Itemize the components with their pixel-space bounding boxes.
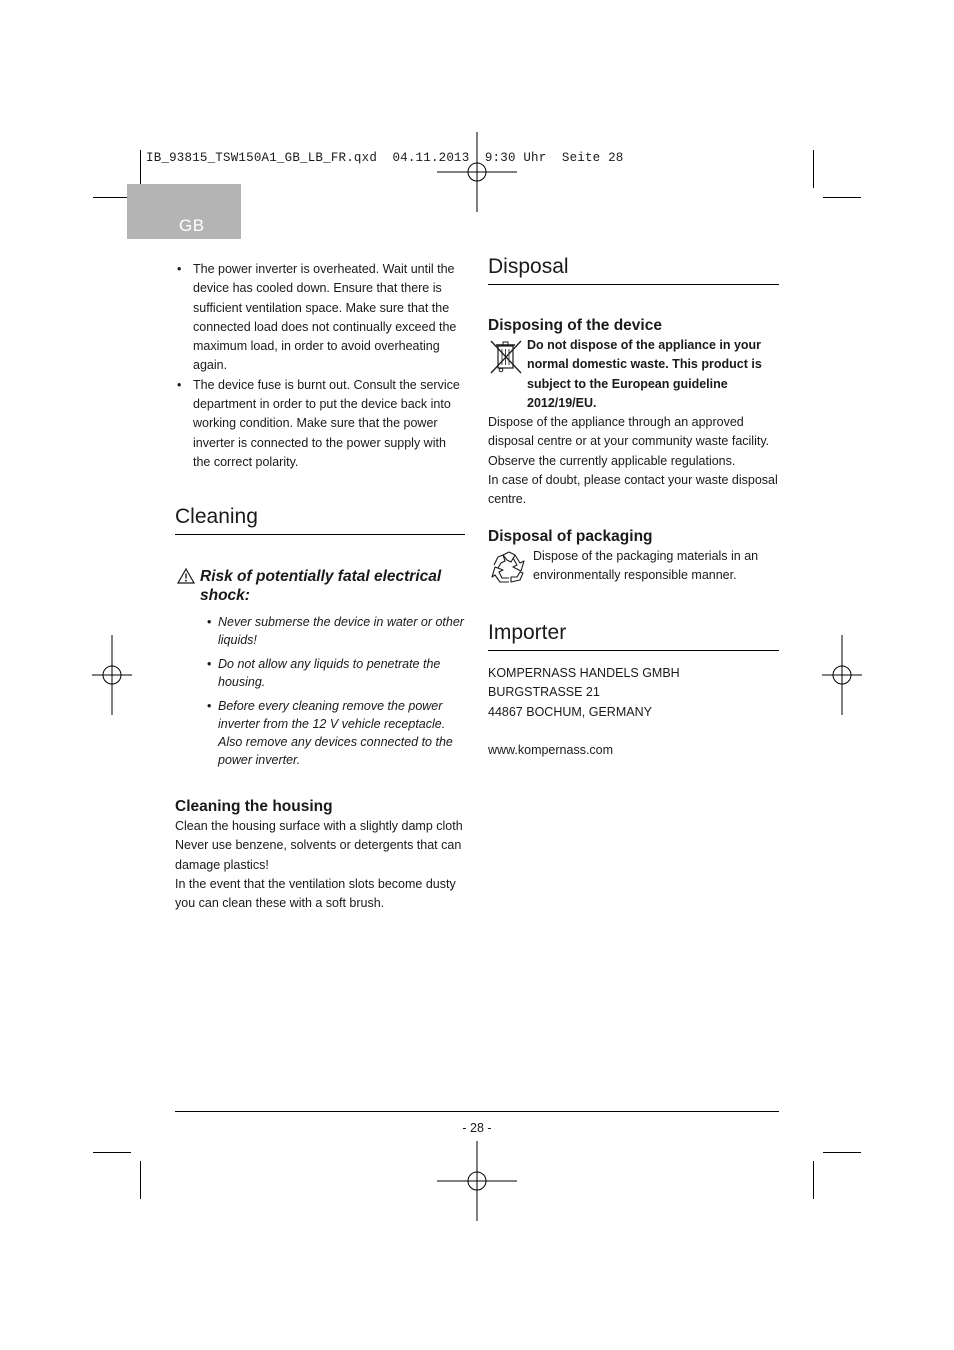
- recycle-icon: [489, 549, 529, 587]
- warning-title: [175, 567, 465, 605]
- address-line: BURGSTRASSE 21: [488, 685, 600, 700]
- warning-title-text: Risk of potentially fatal electrical shock:: [200, 568, 442, 604]
- crop-mark: [813, 1161, 814, 1199]
- cleaning-section: [175, 504, 465, 535]
- list-item: • The power inverter is overheated. Wait until the device has cooled down. Ensure that there is sufficient ventilation space. Make sure that the connected load does not continually exceed the maximum load, in order to avoid overheating again.: [175, 260, 465, 376]
- page-number: - 28 -: [462, 1121, 492, 1135]
- language-code: GB: [179, 216, 205, 235]
- packaging-notice: [488, 547, 779, 586]
- list-item: • Before every cleaning remove the power inverter from the 12 V vehicle receptacle. Also remove any devices connected to the power inverter.: [207, 697, 465, 769]
- troubleshooting-list: [175, 260, 465, 472]
- list-item: • The device fuse is burnt out. Consult the service department in order to put the device back into working condition. Make sure that the power inverter is connected to the power supply with the correct polarity.: [175, 376, 465, 472]
- device-paragraph: In case of doubt, please contact your waste disposal centre.: [488, 473, 778, 507]
- importer-section: [488, 620, 779, 651]
- registration-mark-bottom: [437, 1141, 517, 1221]
- warning-triangle-icon: [177, 568, 195, 584]
- weee-notice: [488, 336, 779, 413]
- crop-mark: [93, 1152, 131, 1153]
- warning-block: [175, 567, 465, 775]
- crop-mark: [823, 1152, 861, 1153]
- housing-section: [175, 797, 465, 913]
- left-column: [175, 260, 465, 472]
- crop-mark: [93, 197, 131, 198]
- disposal-section: [488, 254, 779, 285]
- housing-paragraph: In the event that the ventilation slots become dusty you can clean these with a soft brush.: [175, 876, 456, 911]
- packaging-text: Dispose of the packaging materials in an environmentally responsible manner.: [533, 549, 759, 583]
- importer-heading: Importer: [488, 620, 779, 651]
- weee-warning-text: Do not dispose of the appliance in your normal domestic waste. This product is subject to the European guideline 2012/19/EU.: [527, 338, 762, 410]
- cleaning-heading: Cleaning: [175, 504, 465, 535]
- device-disposal-section: [488, 316, 779, 510]
- disposal-heading: Disposal: [488, 254, 779, 285]
- device-disposal-heading: Disposing of the device: [488, 317, 662, 334]
- housing-heading: Cleaning the housing: [175, 798, 333, 815]
- crop-mark: [140, 150, 141, 188]
- housing-paragraph: Clean the housing surface with a slightly damp cloth Never use benzene, solvents or detergents that can damage plastics!: [175, 819, 463, 872]
- packaging-section: [488, 527, 779, 586]
- print-slug: IB_93815_TSW150A1_GB_LB_FR.qxd 04.11.2013 9:30 Uhr Seite 28: [146, 151, 624, 165]
- importer-address: [488, 664, 779, 760]
- list-item: • Do not allow any liquids to penetrate the housing.: [207, 655, 465, 691]
- crossed-bin-icon: [489, 339, 523, 375]
- registration-mark-left: [92, 635, 132, 715]
- list-item: • Never submerse the device in water or other liquids!: [207, 613, 465, 649]
- registration-mark-top: [437, 132, 517, 212]
- language-tab: [127, 184, 241, 239]
- crop-mark: [140, 1161, 141, 1199]
- address-line: KOMPERNASS HANDELS GMBH: [488, 666, 680, 680]
- footer-rule: [175, 1111, 779, 1112]
- crop-mark: [823, 197, 861, 198]
- registration-mark-right: [822, 635, 862, 715]
- website-link: www.kompernass.com: [488, 742, 614, 757]
- address-line: 44867 BOCHUM, GERMANY: [488, 704, 652, 719]
- crop-mark: [813, 150, 814, 188]
- warning-list: [207, 613, 465, 769]
- packaging-heading: Disposal of packaging: [488, 528, 653, 545]
- device-paragraph: Dispose of the appliance through an approved disposal centre or at your community waste facility. Observe the currently applicable regulations.: [488, 415, 770, 468]
